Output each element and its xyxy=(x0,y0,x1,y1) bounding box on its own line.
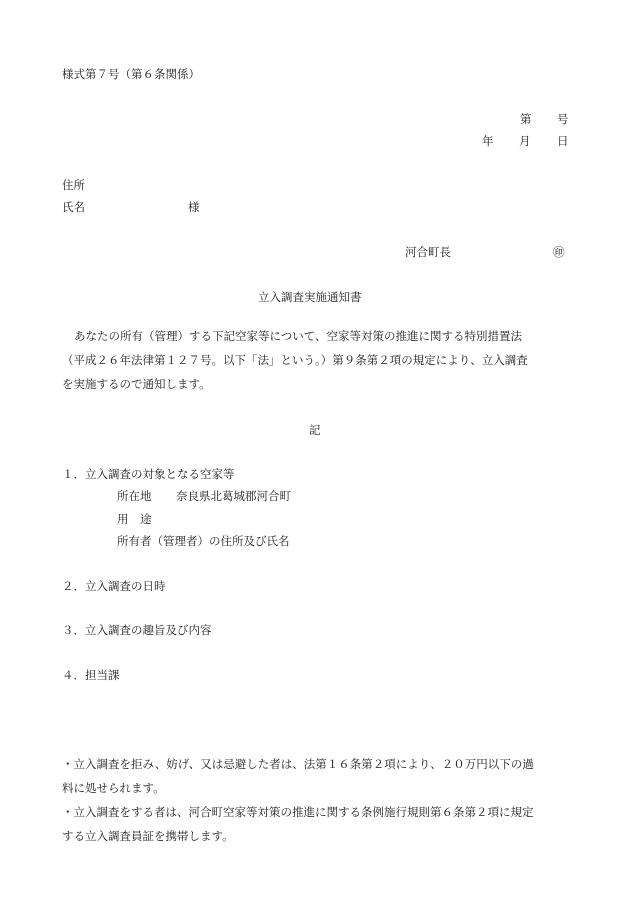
name-label: 氏名 xyxy=(62,200,85,214)
item3-heading: ３．立入調査の趣旨及び内容 xyxy=(62,623,212,637)
form-label: 様式第７号（第６条関係） xyxy=(62,67,200,81)
item1-heading: １．立入調査の対象となる空家等 xyxy=(62,467,235,481)
honorific: 様 xyxy=(188,200,200,214)
note-line: 料に処せられます。 xyxy=(62,781,165,795)
date-day: 日 xyxy=(557,134,569,148)
date-month: 月 xyxy=(519,134,531,148)
location-value: 奈良県北葛城郡河合町 xyxy=(176,489,291,503)
usage-label: 用 途 xyxy=(117,512,152,526)
body-line: を実施するので通知します。 xyxy=(62,377,211,391)
sender-title: 河合町長 xyxy=(405,245,451,259)
seal-mark: ㊞ xyxy=(553,245,565,259)
location-label: 所在地 xyxy=(117,489,152,503)
ki-marker: 記 xyxy=(309,423,321,437)
note-line: ・立入調査をする者は、河合町空家等対策の推進に関する条例施行規則第６条第２項に規定 xyxy=(62,805,534,819)
body-line: （平成２６年法律第１２７号。以下「法」という。）第９条第２項の規定により、立入調査 xyxy=(62,353,528,367)
item4-heading: ４．担当課 xyxy=(62,668,120,682)
notes-block xyxy=(62,752,572,848)
note-line: する立入調査員証を携帯します。 xyxy=(62,829,234,843)
number-dai: 第 xyxy=(520,112,532,126)
date-year: 年 xyxy=(482,134,494,148)
body-line: あなたの所有（管理）する下記空家等について、空家等対策の推進に関する特別措置法 xyxy=(74,329,523,343)
document-title: 立入調査実施通知書 xyxy=(258,290,362,304)
number-go: 号 xyxy=(557,112,569,126)
owner-label: 所有者（管理者）の住所及び氏名 xyxy=(117,534,290,548)
body-paragraph xyxy=(62,324,572,396)
note-line: ・立入調査を拒み、妨げ、又は忌避した者は、法第１６条第２項により、２０万円以下の過 xyxy=(62,757,534,771)
address-label: 住所 xyxy=(62,178,85,192)
item2-heading: ２．立入調査の日時 xyxy=(62,579,166,593)
